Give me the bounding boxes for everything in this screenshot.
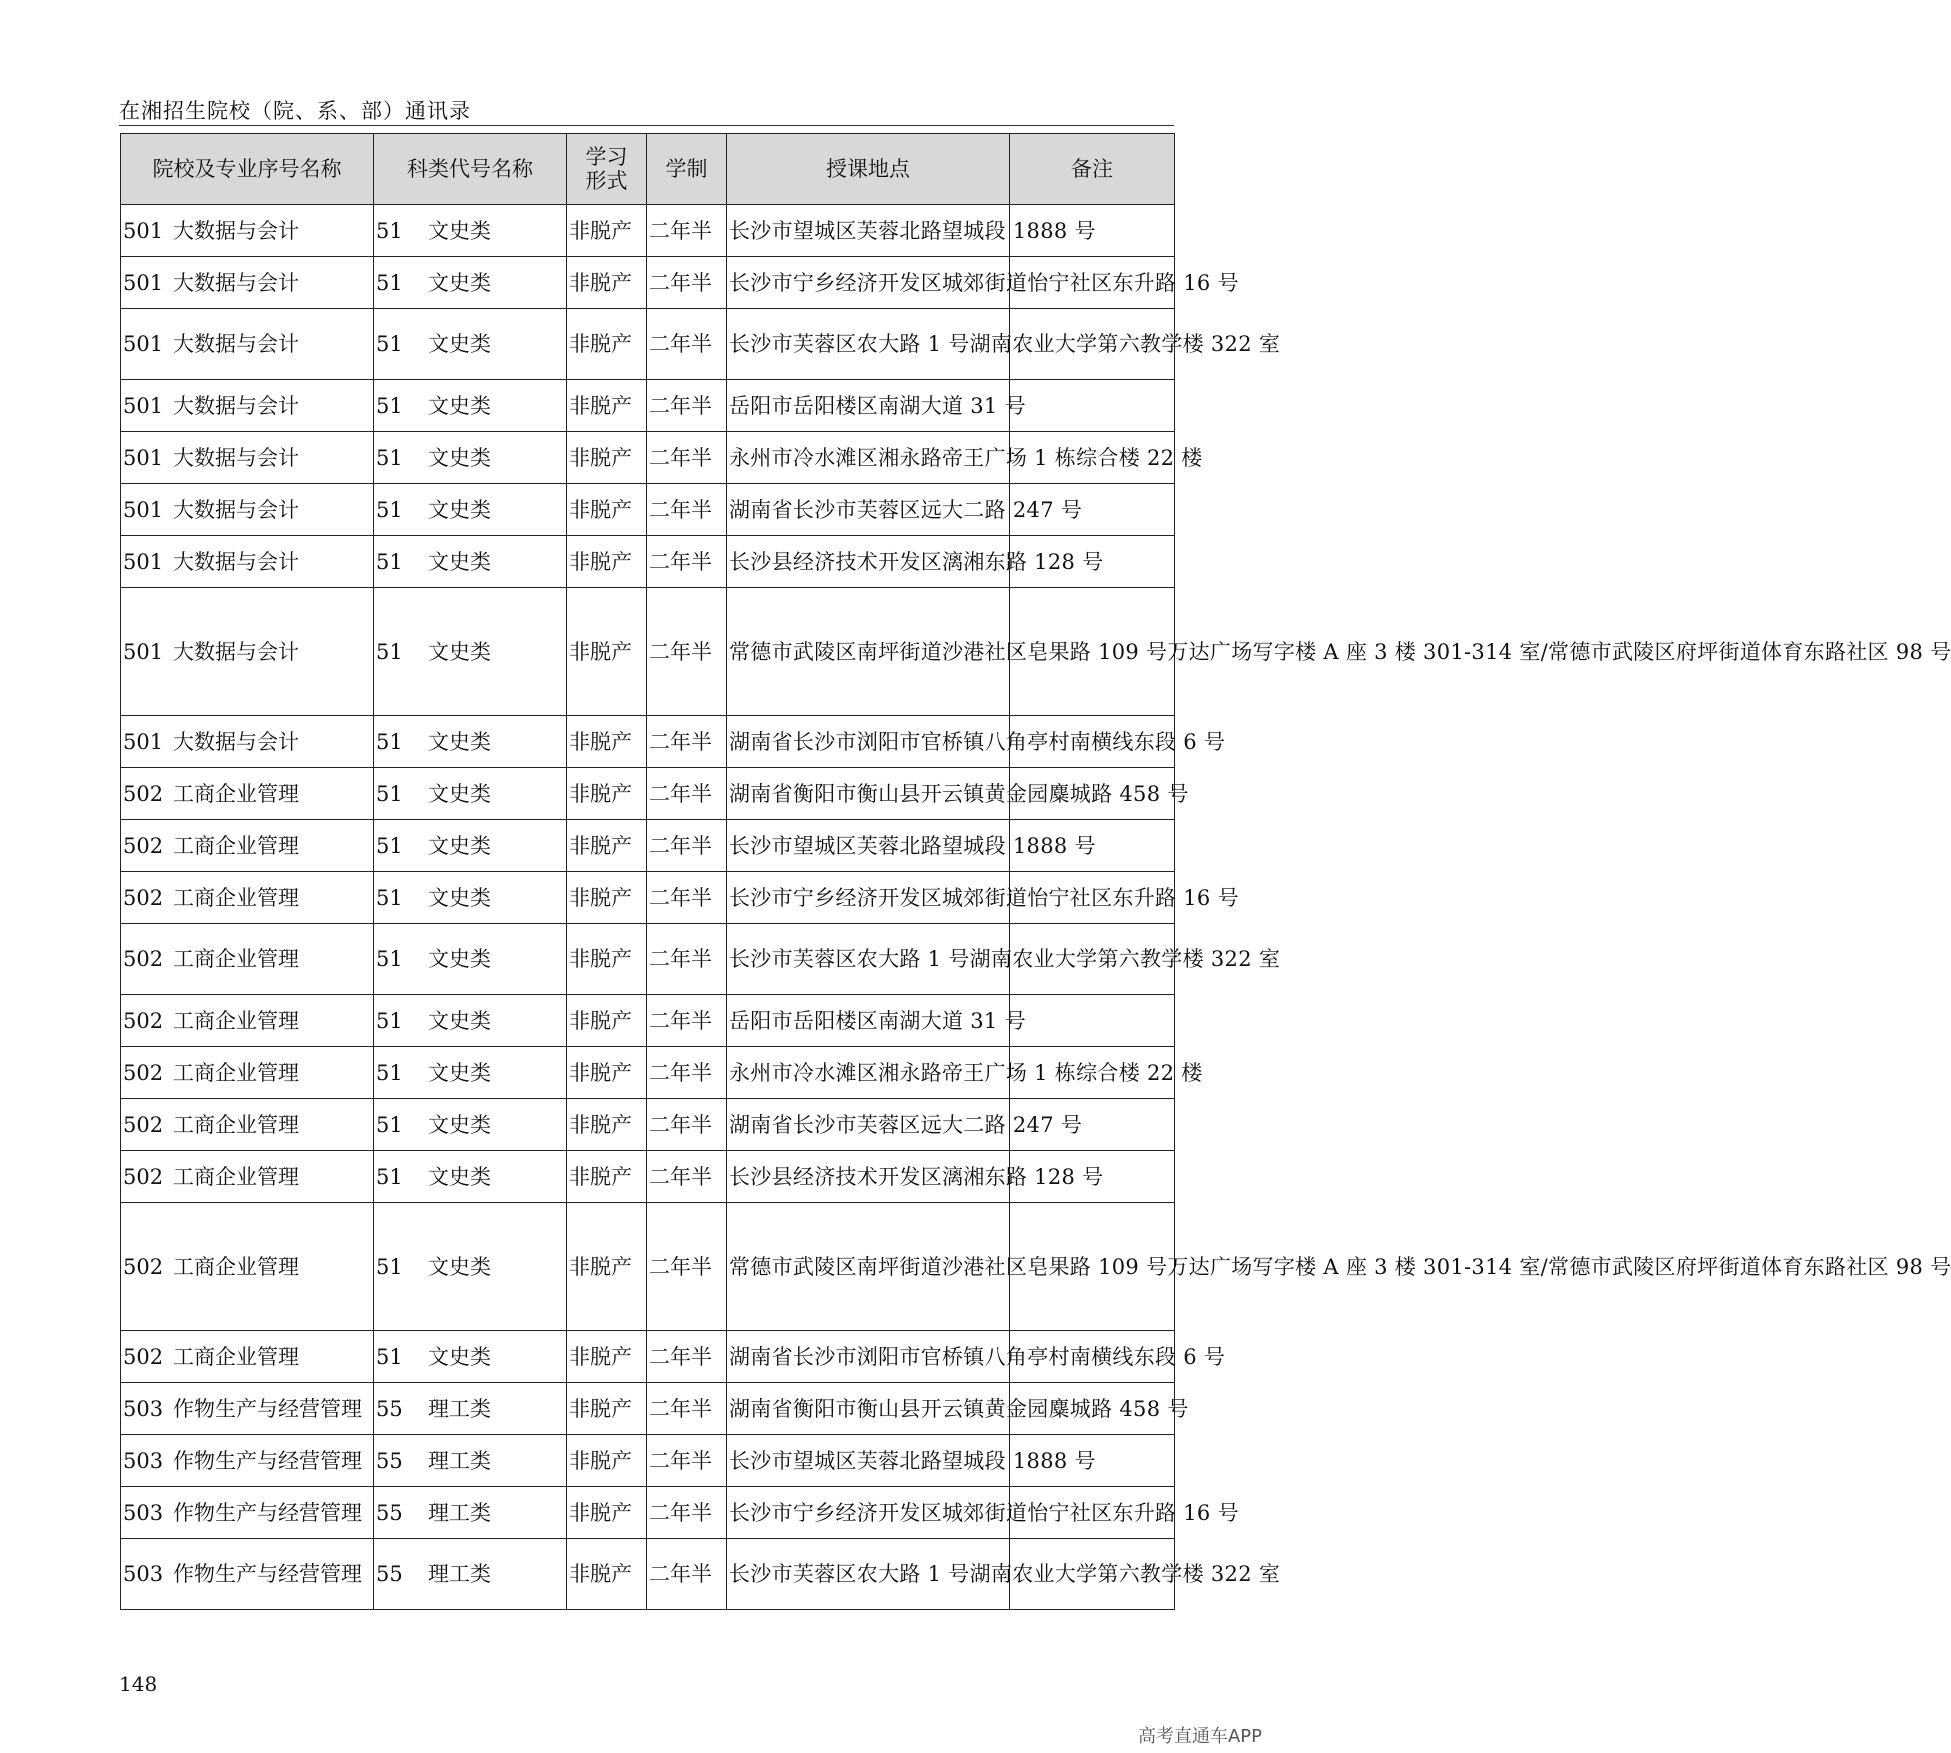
major-cell [121, 820, 374, 872]
major-code: 503 [123, 1448, 164, 1473]
subject-name: 理工类 [428, 1396, 491, 1421]
location-cell: 长沙市望城区芙蓉北路望城段 1888 号 [727, 820, 1010, 872]
major-cell [121, 995, 374, 1047]
page-number: 148 [119, 1672, 158, 1696]
subject-code: 51 [376, 1008, 403, 1033]
subject-name: 文史类 [428, 729, 491, 754]
major-name: 大数据与会计 [173, 393, 299, 418]
duration-cell: 二年半 [647, 380, 727, 432]
major-code: 502 [123, 833, 164, 858]
subject-code: 51 [376, 445, 403, 470]
col-header-form: 学习形式 [567, 134, 647, 205]
subject-cell [374, 1047, 567, 1099]
table-row [121, 1099, 1175, 1151]
major-code: 502 [123, 1254, 164, 1279]
major-code: 502 [123, 1008, 164, 1033]
subject-name: 文史类 [428, 833, 491, 858]
major-code: 502 [123, 885, 164, 910]
form-cell: 非脱产 [567, 820, 647, 872]
major-name: 大数据与会计 [173, 639, 299, 664]
table-row [121, 309, 1175, 380]
table-row [121, 257, 1175, 309]
subject-name: 文史类 [428, 781, 491, 806]
table-row [121, 1487, 1175, 1539]
subject-code: 51 [376, 833, 403, 858]
subject-cell [374, 205, 567, 257]
duration-cell: 二年半 [647, 924, 727, 995]
major-name: 工商企业管理 [173, 1008, 299, 1033]
major-name: 大数据与会计 [173, 729, 299, 754]
subject-code: 51 [376, 497, 403, 522]
subject-code: 55 [376, 1448, 403, 1473]
subject-code: 51 [376, 729, 403, 754]
location-cell: 湖南省衡阳市衡山县开云镇黄金园麋城路 458 号 [727, 1383, 1010, 1435]
subject-name: 理工类 [428, 1562, 491, 1586]
location-cell: 长沙市芙蓉区农大路 1 号湖南农业大学第六教学楼 322 室 [727, 924, 1010, 995]
subject-cell [374, 924, 567, 995]
table-row [121, 1047, 1175, 1099]
table-row [121, 484, 1175, 536]
table-row [121, 1539, 1175, 1610]
major-cell [121, 1435, 374, 1487]
major-code: 501 [123, 332, 164, 356]
location-cell: 长沙市芙蓉区农大路 1 号湖南农业大学第六教学楼 322 室 [727, 1539, 1010, 1610]
subject-name: 文史类 [428, 947, 491, 971]
location-cell: 长沙市望城区芙蓉北路望城段 1888 号 [727, 1435, 1010, 1487]
location-cell: 长沙市宁乡经济开发区城郊街道怡宁社区东升路 16 号 [727, 872, 1010, 924]
form-cell: 非脱产 [567, 257, 647, 309]
form-cell: 非脱产 [567, 380, 647, 432]
subject-code: 55 [376, 1562, 403, 1586]
location-cell: 长沙县经济技术开发区漓湘东路 128 号 [727, 1151, 1010, 1203]
table-row [121, 716, 1175, 768]
major-cell [121, 484, 374, 536]
form-cell: 非脱产 [567, 1383, 647, 1435]
subject-cell [374, 1099, 567, 1151]
subject-code: 51 [376, 270, 403, 295]
form-cell: 非脱产 [567, 716, 647, 768]
table-row [121, 768, 1175, 820]
table-row [121, 1383, 1175, 1435]
duration-cell: 二年半 [647, 257, 727, 309]
table-row [121, 1203, 1175, 1331]
subject-name: 文史类 [428, 332, 491, 356]
major-code: 501 [123, 497, 164, 522]
location-cell: 永州市冷水滩区湘永路帝王广场 1 栋综合楼 22 楼 [727, 1047, 1010, 1099]
subject-cell [374, 1151, 567, 1203]
major-name: 工商企业管理 [173, 1164, 299, 1189]
duration-cell: 二年半 [647, 1435, 727, 1487]
form-cell: 非脱产 [567, 768, 647, 820]
subject-name: 理工类 [428, 1500, 491, 1525]
subject-cell [374, 536, 567, 588]
subject-cell [374, 1331, 567, 1383]
major-code: 502 [123, 1112, 164, 1137]
major-code: 502 [123, 1344, 164, 1369]
subject-name: 文史类 [428, 1254, 491, 1279]
major-cell [121, 1539, 374, 1610]
running-title: 在湘招生院校（院、系、部）通讯录 [119, 99, 471, 123]
location-cell: 长沙市宁乡经济开发区城郊街道怡宁社区东升路 16 号 [727, 1487, 1010, 1539]
table-row [121, 872, 1175, 924]
subject-cell [374, 380, 567, 432]
subject-name: 文史类 [428, 1344, 491, 1369]
location-cell: 长沙市宁乡经济开发区城郊街道怡宁社区东升路 16 号 [727, 257, 1010, 309]
subject-cell [374, 1539, 567, 1610]
duration-cell: 二年半 [647, 1151, 727, 1203]
form-cell: 非脱产 [567, 1435, 647, 1487]
location-cell: 长沙市芙蓉区农大路 1 号湖南农业大学第六教学楼 322 室 [727, 309, 1010, 380]
duration-cell: 二年半 [647, 1383, 727, 1435]
form-cell: 非脱产 [567, 1047, 647, 1099]
col-header-location: 授课地点 [727, 134, 1010, 205]
form-cell: 非脱产 [567, 924, 647, 995]
subject-cell [374, 588, 567, 716]
location-cell: 湖南省长沙市芙蓉区远大二路 247 号 [727, 484, 1010, 536]
note-cell [1010, 995, 1175, 1047]
subject-cell [374, 1487, 567, 1539]
major-code: 501 [123, 218, 164, 243]
major-name: 工商企业管理 [173, 781, 299, 806]
subject-name: 文史类 [428, 1008, 491, 1033]
subject-code: 51 [376, 639, 403, 664]
form-cell: 非脱产 [567, 432, 647, 484]
subject-name: 文史类 [428, 639, 491, 664]
duration-cell: 二年半 [647, 588, 727, 716]
form-cell: 非脱产 [567, 484, 647, 536]
major-cell [121, 1099, 374, 1151]
major-cell [121, 872, 374, 924]
major-cell [121, 1203, 374, 1331]
subject-cell [374, 872, 567, 924]
directory-table [120, 133, 1951, 1610]
subject-cell [374, 1435, 567, 1487]
subject-code: 51 [376, 947, 403, 971]
major-name: 大数据与会计 [173, 218, 299, 243]
major-code: 503 [123, 1562, 164, 1586]
location-cell: 岳阳市岳阳楼区南湖大道 31 号 [727, 995, 1010, 1047]
duration-cell: 二年半 [647, 872, 727, 924]
major-cell [121, 1487, 374, 1539]
subject-cell [374, 995, 567, 1047]
form-cell: 非脱产 [567, 1203, 647, 1331]
duration-cell: 二年半 [647, 309, 727, 380]
table-row [121, 205, 1175, 257]
table-row [121, 380, 1175, 432]
duration-cell: 二年半 [647, 205, 727, 257]
major-name: 作物生产与经营管理 [173, 1562, 362, 1586]
location-cell: 湖南省长沙市芙蓉区远大二路 247 号 [727, 1099, 1010, 1151]
subject-cell [374, 484, 567, 536]
location-cell: 岳阳市岳阳楼区南湖大道 31 号 [727, 380, 1010, 432]
note-cell [1010, 380, 1175, 432]
subject-cell [374, 432, 567, 484]
duration-cell: 二年半 [647, 1203, 727, 1331]
major-name: 大数据与会计 [173, 445, 299, 470]
table-header-row [121, 134, 1175, 205]
duration-cell: 二年半 [647, 536, 727, 588]
major-name: 工商企业管理 [173, 833, 299, 858]
major-code: 501 [123, 549, 164, 574]
location-cell: 永州市冷水滩区湘永路帝王广场 1 栋综合楼 22 楼 [727, 432, 1010, 484]
major-name: 作物生产与经营管理 [173, 1500, 362, 1525]
col-header-duration: 学制 [647, 134, 727, 205]
duration-cell: 二年半 [647, 1047, 727, 1099]
subject-code: 55 [376, 1396, 403, 1421]
major-cell [121, 309, 374, 380]
major-name: 工商企业管理 [173, 1254, 299, 1279]
location-cell: 长沙市望城区芙蓉北路望城段 1888 号 [727, 205, 1010, 257]
major-name: 作物生产与经营管理 [173, 1396, 362, 1421]
subject-code: 51 [376, 1060, 403, 1085]
major-cell [121, 1151, 374, 1203]
subject-code: 51 [376, 1344, 403, 1369]
major-name: 工商企业管理 [173, 947, 299, 971]
subject-code: 55 [376, 1500, 403, 1525]
form-cell: 非脱产 [567, 1151, 647, 1203]
major-name: 工商企业管理 [173, 885, 299, 910]
location-cell: 常德市武陵区南坪街道沙港社区皂果路 109 号万达广场写字楼 A 座 3 楼 301-314 室/常德市武陵区府坪街道体育东路社区 98 号 [727, 588, 1010, 716]
duration-cell: 二年半 [647, 1487, 727, 1539]
watermark: 高考直通车APP [1137, 1726, 1262, 1747]
major-name: 工商企业管理 [173, 1060, 299, 1085]
duration-cell: 二年半 [647, 1539, 727, 1610]
subject-name: 文史类 [428, 270, 491, 295]
subject-name: 文史类 [428, 218, 491, 243]
major-name: 作物生产与经营管理 [173, 1448, 362, 1473]
major-code: 501 [123, 729, 164, 754]
major-code: 501 [123, 270, 164, 295]
table-row [121, 1331, 1175, 1383]
subject-cell [374, 768, 567, 820]
subject-code: 51 [376, 218, 403, 243]
subject-name: 文史类 [428, 1112, 491, 1137]
duration-cell: 二年半 [647, 820, 727, 872]
major-cell [121, 1047, 374, 1099]
subject-code: 51 [376, 781, 403, 806]
duration-cell: 二年半 [647, 768, 727, 820]
form-cell: 非脱产 [567, 588, 647, 716]
major-name: 大数据与会计 [173, 270, 299, 295]
major-code: 502 [123, 781, 164, 806]
major-code: 501 [123, 639, 164, 664]
subject-cell [374, 716, 567, 768]
subject-code: 51 [376, 549, 403, 574]
col-header-note: 备注 [1010, 134, 1175, 205]
major-cell [121, 536, 374, 588]
table-row [121, 588, 1175, 716]
major-code: 502 [123, 1060, 164, 1085]
major-cell [121, 432, 374, 484]
table-row [121, 432, 1175, 484]
duration-cell: 二年半 [647, 1099, 727, 1151]
duration-cell: 二年半 [647, 484, 727, 536]
major-cell [121, 588, 374, 716]
location-cell: 湖南省长沙市浏阳市官桥镇八角亭村南横线东段 6 号 [727, 1331, 1010, 1383]
major-code: 502 [123, 1164, 164, 1189]
major-code: 503 [123, 1396, 164, 1421]
subject-name: 文史类 [428, 1060, 491, 1085]
subject-cell [374, 257, 567, 309]
form-cell: 非脱产 [567, 1099, 647, 1151]
subject-name: 理工类 [428, 1448, 491, 1473]
header-rule [119, 125, 1174, 126]
form-cell: 非脱产 [567, 995, 647, 1047]
location-cell: 湖南省长沙市浏阳市官桥镇八角亭村南横线东段 6 号 [727, 716, 1010, 768]
subject-name: 文史类 [428, 885, 491, 910]
table-row [121, 536, 1175, 588]
subject-code: 51 [376, 393, 403, 418]
form-cell: 非脱产 [567, 309, 647, 380]
table-row [121, 1151, 1175, 1203]
form-cell: 非脱产 [567, 1331, 647, 1383]
subject-cell [374, 1383, 567, 1435]
major-code: 503 [123, 1500, 164, 1525]
form-cell: 非脱产 [567, 536, 647, 588]
major-cell [121, 257, 374, 309]
form-cell: 非脱产 [567, 205, 647, 257]
subject-code: 51 [376, 332, 403, 356]
table-row [121, 995, 1175, 1047]
major-name: 大数据与会计 [173, 332, 299, 356]
subject-code: 51 [376, 1112, 403, 1137]
major-code: 501 [123, 445, 164, 470]
major-cell [121, 716, 374, 768]
major-name: 大数据与会计 [173, 497, 299, 522]
major-cell [121, 205, 374, 257]
major-name: 工商企业管理 [173, 1344, 299, 1369]
form-cell: 非脱产 [567, 1539, 647, 1610]
duration-cell: 二年半 [647, 995, 727, 1047]
table-row [121, 1435, 1175, 1487]
subject-cell [374, 820, 567, 872]
subject-name: 文史类 [428, 497, 491, 522]
major-cell [121, 768, 374, 820]
subject-name: 文史类 [428, 445, 491, 470]
subject-code: 51 [376, 1254, 403, 1279]
subject-cell [374, 1203, 567, 1331]
subject-code: 51 [376, 1164, 403, 1189]
table-row [121, 924, 1175, 995]
col-header-major: 院校及专业序号名称 [121, 134, 374, 205]
major-cell [121, 380, 374, 432]
major-name: 工商企业管理 [173, 1112, 299, 1137]
duration-cell: 二年半 [647, 716, 727, 768]
major-cell [121, 1331, 374, 1383]
table-row [121, 820, 1175, 872]
table-body [121, 205, 1951, 1610]
major-name: 大数据与会计 [173, 549, 299, 574]
location-cell: 长沙县经济技术开发区漓湘东路 128 号 [727, 536, 1010, 588]
subject-name: 文史类 [428, 393, 491, 418]
subject-name: 文史类 [428, 1164, 491, 1189]
form-cell: 非脱产 [567, 872, 647, 924]
subject-name: 文史类 [428, 549, 491, 574]
duration-cell: 二年半 [647, 432, 727, 484]
major-cell [121, 1383, 374, 1435]
location-cell: 常德市武陵区南坪街道沙港社区皂果路 109 号万达广场写字楼 A 座 3 楼 301-314 室/常德市武陵区府坪街道体育东路社区 98 号 [727, 1203, 1010, 1331]
subject-code: 51 [376, 885, 403, 910]
location-cell: 湖南省衡阳市衡山县开云镇黄金园麋城路 458 号 [727, 768, 1010, 820]
form-cell: 非脱产 [567, 1487, 647, 1539]
duration-cell: 二年半 [647, 1331, 727, 1383]
major-code: 501 [123, 393, 164, 418]
major-code: 502 [123, 947, 164, 971]
major-cell [121, 924, 374, 995]
col-header-subject: 科类代号名称 [374, 134, 567, 205]
subject-cell [374, 309, 567, 380]
